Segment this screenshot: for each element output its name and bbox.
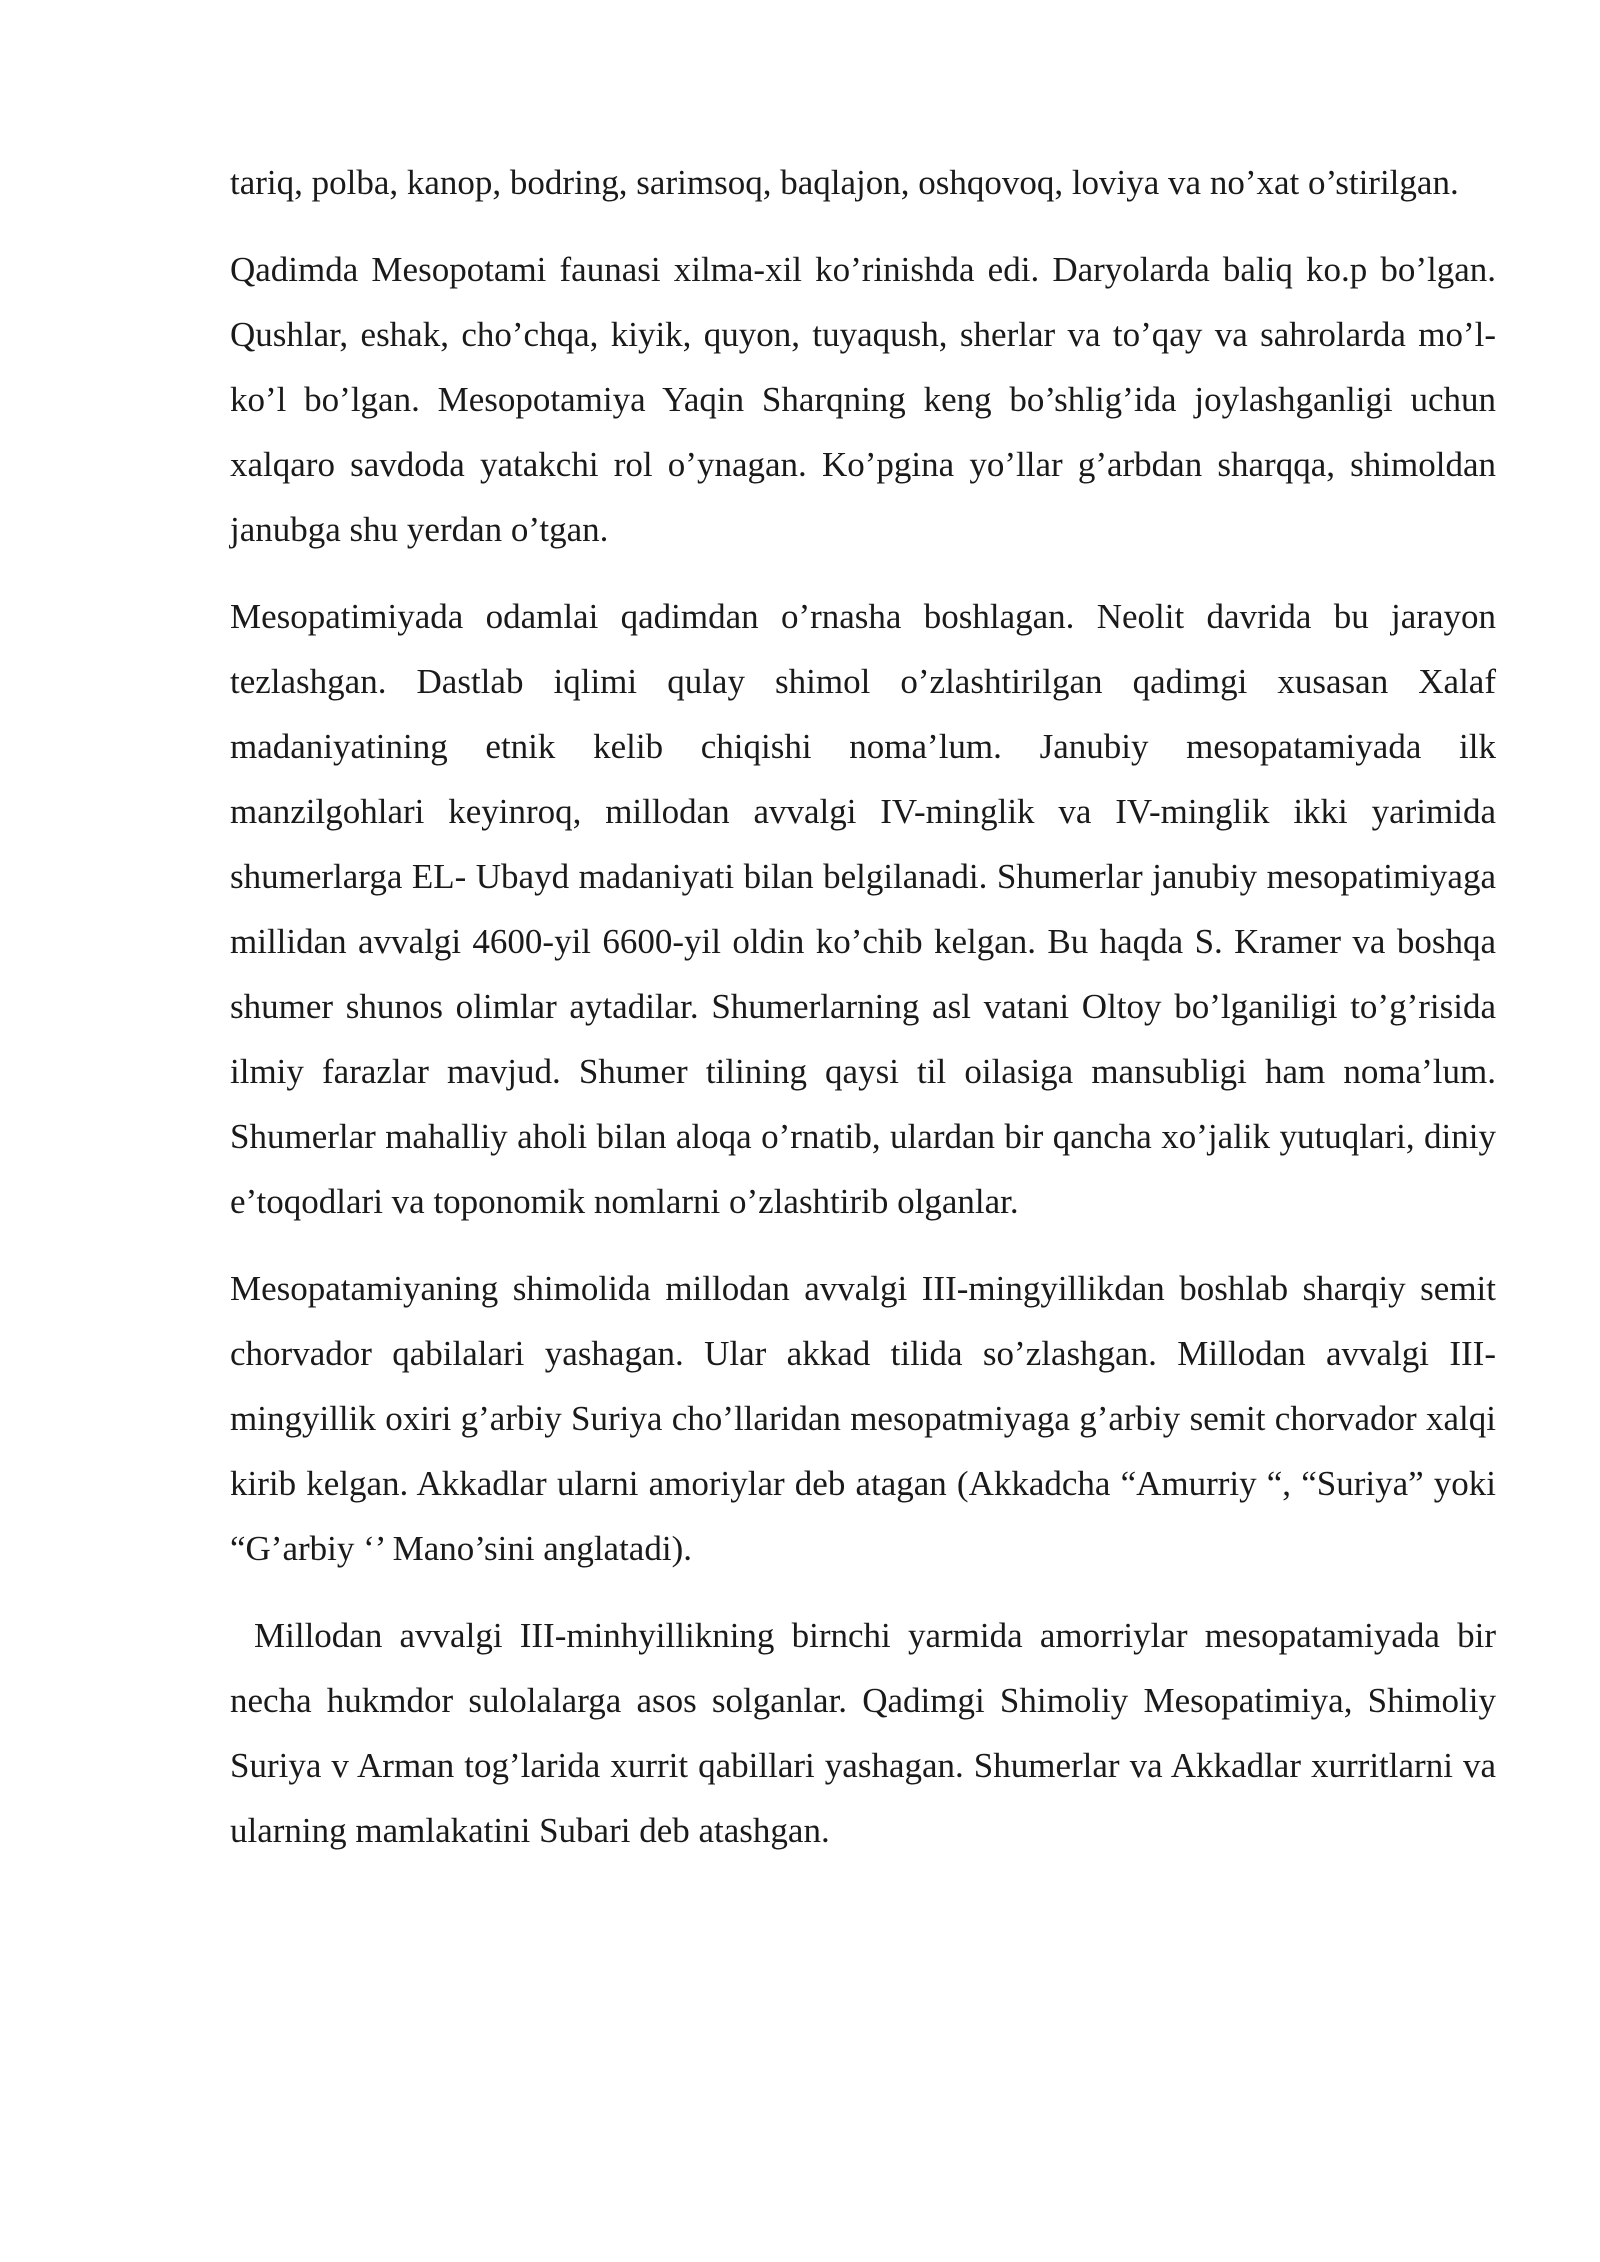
paragraph-settlement: Mesopatimiyada odamlai qadimdan o’rnasha boshlagan. Neolit davrida bu jarayon tezlashgan. Dastlab iqlimi qulay shimol o’zlashtirilgan qadimgi xusasan Xalaf madaniyatining etnik kelib chiqishi noma’lum. Janubiy mesopatamiyada ilk manzilgohlari keyinroq, millodan avvalgi IV-minglik va IV-minglik ikki yarimida shumerlarga EL- Ubayd madaniyati bilan belgilanadi. Shumerlar janubiy mesopatimiyaga millidan avvalgi 4600-yil 6600-yil oldin ko’chib kelgan. Bu haqda S. Kramer va boshqa shumer shunos olimlar aytadilar. Shumerlarning asl vatani Oltoy bo’lganiligi to’g’risida ilmiy farazlar mavjud. Shumer tilining qaysi til oilasiga mansubligi ham noma’lum. Shumerlar mahalliy aholi bilan aloqa o’rnatib, ulardan bir qancha xo’jalik yutuqlari, diniy e’toqodlari va toponomik nomlarni o’zlashtirib olganlar.: [230, 597, 1496, 1221]
paragraph-crops: tariq, polba, kanop, bodring, sarimsoq, baqlajon, oshqovoq, loviya va no’xat o’stirilgan.: [230, 163, 1459, 202]
paragraph-fauna: Qadimda Mesopotami faunasi xilma-xil ko’rinishda edi. Daryolarda baliq ko.p bo’lgan. Qushlar, eshak, cho’chqa, kiyik, quyon, tuyaqush, sherlar va to’qay va sahrolarda mo’l-ko’l bo’lgan. Mesopotamiya Yaqin Sharqning keng bo’shlig’ida joylashganligi uchun xalqaro savdoda yatakchi rol o’ynagan. Ko’pgina yo’llar g’arbdan sharqqa, shimoldan janubga shu yerdan o’tgan.: [230, 250, 1496, 549]
paragraph-amorites: Millodan avvalgi III-minhyillikning birnchi yarmida amorriylar mesopatamiyada bir necha hukmdor sulolalarga asos solganlar. Qadimgi Shimoliy Mesopatimiya, Shimoliy Suriya v Arman tog’larida xurrit qabillari yashagan. Shumerlar va Akkadlar xurritlarni va ularning mamlakatini Subari deb atashgan.: [230, 1616, 1496, 1850]
paragraph-semites: Mesopatamiyaning shimolida millodan avvalgi III-mingyillikdan boshlab sharqiy semit chorvador qabilalari yashagan. Ular akkad tilida so’zlashgan. Millodan avvalgi III-mingyillik oxiri g’arbiy Suriya cho’llaridan mesopatmiyaga g’arbiy semit chorvador xalqi kirib kelgan. Akkadlar ularni amoriylar deb atagan (Akkadcha “Amurriy “, “Suriya” yoki “G’arbiy ‘’ Mano’sini anglatadi).: [230, 1269, 1496, 1568]
document-body: [230, 150, 1496, 1885]
